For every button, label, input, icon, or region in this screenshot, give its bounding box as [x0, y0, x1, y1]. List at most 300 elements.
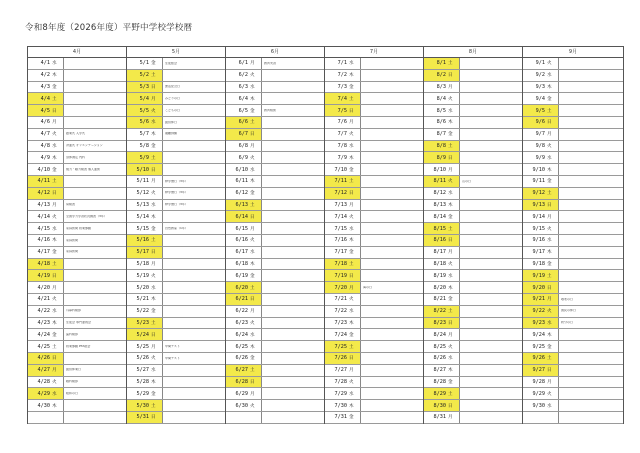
- date-cell: [424, 117, 460, 128]
- day-row: [424, 259, 522, 271]
- date-cell: [424, 58, 460, 69]
- date-label: 6/21: [235, 296, 248, 303]
- day-row: [28, 70, 126, 82]
- day-row: [424, 400, 522, 412]
- date-label: 6/18: [235, 260, 248, 267]
- day-row: [28, 105, 126, 117]
- weekday-label: 金: [250, 356, 255, 362]
- month-column: [523, 47, 624, 424]
- day-row: [226, 388, 324, 400]
- weekday-label: 火: [250, 155, 255, 161]
- weekday-label: 木: [448, 368, 453, 374]
- date-cell: [226, 400, 262, 411]
- date-cell: [523, 129, 559, 140]
- weekday-label: 土: [52, 96, 57, 102]
- date-label: 6/4: [238, 95, 248, 102]
- day-row: [424, 176, 522, 188]
- day-row: [127, 341, 225, 353]
- day-row: [523, 93, 623, 105]
- weekday-label: 土: [52, 344, 57, 350]
- event-text: 生徒会 専門委員会: [66, 321, 91, 325]
- day-row: [523, 200, 623, 212]
- weekday-label: 火: [547, 226, 552, 232]
- weekday-label: 月: [448, 167, 453, 173]
- date-cell: [226, 105, 262, 116]
- date-cell: [28, 188, 64, 199]
- day-row: [424, 211, 522, 223]
- date-cell: [28, 294, 64, 305]
- event-text: こどもの日: [165, 108, 181, 112]
- date-cell: [226, 306, 262, 317]
- date-cell: [325, 188, 361, 199]
- date-cell: [127, 318, 163, 329]
- weekday-label: 月: [250, 143, 255, 149]
- weekday-label: 木: [547, 332, 552, 338]
- date-cell: [28, 388, 64, 399]
- day-row: [28, 318, 126, 330]
- date-label: 5/23: [136, 319, 149, 326]
- day-row: [325, 259, 423, 271]
- day-row: [523, 365, 623, 377]
- date-label: 4/23: [37, 319, 50, 326]
- date-cell: [424, 259, 460, 270]
- date-cell: [325, 259, 361, 270]
- day-row: [523, 412, 623, 424]
- weekday-label: 日: [151, 167, 156, 173]
- date-cell: [424, 223, 460, 234]
- date-cell: [325, 117, 361, 128]
- date-cell: [325, 129, 361, 140]
- day-row: [127, 70, 225, 82]
- date-cell: [28, 58, 64, 69]
- day-row: [325, 341, 423, 353]
- date-cell: [424, 141, 460, 152]
- date-cell: [523, 117, 559, 128]
- weekday-label: 木: [250, 261, 255, 267]
- weekday-label: 日: [151, 84, 156, 90]
- weekday-label: 水: [349, 143, 354, 149]
- date-label: 7/7: [337, 131, 347, 138]
- weekday-label: 火: [349, 297, 354, 303]
- weekday-label: 月: [448, 84, 453, 90]
- date-cell: [424, 377, 460, 388]
- date-cell: [226, 129, 262, 140]
- day-row: [127, 117, 225, 129]
- date-cell: [424, 235, 460, 246]
- day-row: [523, 235, 623, 247]
- date-cell: [127, 247, 163, 258]
- date-label: 5/26: [136, 355, 149, 362]
- event-text: 振替休日: [165, 120, 178, 124]
- month-header: 6月: [226, 47, 324, 58]
- weekday-label: 金: [448, 379, 453, 385]
- date-cell: [325, 164, 361, 175]
- date-label: 5/13: [136, 201, 149, 208]
- date-label: 7/17: [334, 249, 347, 256]
- day-row: [226, 329, 324, 341]
- day-row: [325, 247, 423, 259]
- date-cell: [28, 93, 64, 104]
- weekday-label: 木: [52, 403, 57, 409]
- date-label: 4/17: [37, 249, 50, 256]
- date-label: 6/8: [238, 142, 248, 149]
- date-cell: [28, 70, 64, 81]
- date-label: 7/16: [334, 237, 347, 244]
- month-header: 4月: [28, 47, 126, 58]
- day-row: [127, 294, 225, 306]
- date-cell: [523, 58, 559, 69]
- weekday-label: 火: [547, 143, 552, 149]
- day-row: [226, 294, 324, 306]
- weekday-label: 火: [349, 214, 354, 220]
- date-cell: [523, 329, 559, 340]
- weekday-label: 水: [250, 250, 255, 256]
- weekday-label: 火: [547, 61, 552, 67]
- date-cell: [523, 259, 559, 270]
- date-cell: [28, 223, 64, 234]
- weekday-label: 金: [250, 273, 255, 279]
- date-label: 7/26: [334, 355, 347, 362]
- date-label: 9/18: [532, 260, 545, 267]
- day-row: [226, 117, 324, 129]
- weekday-label: 水: [448, 356, 453, 362]
- date-cell: [28, 365, 64, 376]
- day-row: [28, 329, 126, 341]
- weekday-label: 日: [349, 356, 354, 362]
- weekday-label: 木: [52, 238, 57, 244]
- weekday-label: 土: [448, 391, 453, 397]
- weekday-label: 金: [547, 179, 552, 185]
- date-label: 8/2: [436, 72, 446, 79]
- weekday-label: 月: [250, 391, 255, 397]
- date-cell: [226, 294, 262, 305]
- day-row: [424, 117, 522, 129]
- date-cell: [523, 247, 559, 258]
- event-text: 授業参観 PTA総会: [66, 344, 91, 348]
- date-cell: [28, 282, 64, 293]
- day-row: [28, 306, 126, 318]
- date-cell: [226, 388, 262, 399]
- date-cell: [127, 105, 163, 116]
- date-label: 9/19: [532, 272, 545, 279]
- date-label: 7/2: [337, 72, 347, 79]
- date-label: 4/28: [37, 378, 50, 385]
- date-cell: [523, 270, 559, 281]
- weekday-label: 日: [52, 191, 57, 197]
- date-cell: [523, 353, 559, 364]
- weekday-label: 日: [250, 379, 255, 385]
- day-row: [28, 58, 126, 70]
- date-cell: [127, 152, 163, 163]
- date-label: 9/30: [532, 402, 545, 409]
- date-label: 8/21: [433, 296, 446, 303]
- date-label: 5/24: [136, 331, 149, 338]
- day-row: [424, 412, 522, 424]
- event-text: 家庭訪問: [66, 250, 79, 254]
- weekday-label: 月: [151, 96, 156, 102]
- day-row: [127, 129, 225, 141]
- date-cell: [325, 176, 361, 187]
- weekday-label: 火: [448, 261, 453, 267]
- date-label: 6/16: [235, 237, 248, 244]
- day-row: [424, 318, 522, 330]
- date-cell: [325, 247, 361, 258]
- date-label: 6/15: [235, 225, 248, 232]
- date-cell: [325, 341, 361, 352]
- day-row: [424, 270, 522, 282]
- weekday-label: 木: [52, 73, 57, 79]
- date-cell: [424, 388, 460, 399]
- date-label: 5/3: [139, 83, 149, 90]
- day-row: [28, 282, 126, 294]
- date-cell: [127, 365, 163, 376]
- date-cell: [127, 259, 163, 270]
- weekday-label: 水: [349, 309, 354, 315]
- day-row: [226, 176, 324, 188]
- date-label: 8/27: [433, 367, 446, 374]
- date-cell: [28, 176, 64, 187]
- date-label: 7/15: [334, 225, 347, 232]
- date-label: 9/8: [535, 142, 545, 149]
- date-label: 5/9: [139, 154, 149, 161]
- date-label: 7/11: [334, 178, 347, 185]
- date-cell: [424, 188, 460, 199]
- date-cell: [226, 318, 262, 329]
- date-cell: [424, 211, 460, 222]
- date-cell: [424, 318, 460, 329]
- day-row: [127, 306, 225, 318]
- date-cell: [523, 70, 559, 81]
- date-cell: [424, 152, 460, 163]
- date-label: 7/23: [334, 319, 347, 326]
- day-row: [523, 400, 623, 412]
- date-label: 8/3: [436, 83, 446, 90]
- weekday-label: 水: [547, 238, 552, 244]
- date-cell: [325, 318, 361, 329]
- day-row: [523, 105, 623, 117]
- date-label: 9/14: [532, 213, 545, 220]
- weekday-label: 土: [349, 179, 354, 185]
- date-label: 4/6: [40, 119, 50, 126]
- date-cell: [28, 400, 64, 411]
- weekday-label: 日: [448, 403, 453, 409]
- day-row: [226, 306, 324, 318]
- day-row: [523, 141, 623, 153]
- weekday-label: 月: [349, 285, 354, 291]
- day-row: [226, 341, 324, 353]
- day-row: [226, 188, 324, 200]
- date-label: 6/17: [235, 249, 248, 256]
- day-row: [226, 270, 324, 282]
- day-row: [28, 259, 126, 271]
- day-row: [523, 318, 623, 330]
- weekday-label: 金: [448, 297, 453, 303]
- date-label: 8/29: [433, 390, 446, 397]
- month-column: [325, 47, 424, 424]
- weekday-label: 金: [151, 391, 156, 397]
- day-row: [325, 412, 423, 424]
- weekday-label: 水: [250, 332, 255, 338]
- date-label: 8/11: [433, 178, 446, 185]
- date-label: 9/21: [532, 296, 545, 303]
- weekday-label: 金: [349, 332, 354, 338]
- day-row: [127, 282, 225, 294]
- day-row: [523, 82, 623, 94]
- weekday-label: 木: [448, 285, 453, 291]
- date-cell: [523, 282, 559, 293]
- day-row: [523, 353, 623, 365]
- weekday-label: 月: [448, 415, 453, 421]
- date-label: 8/10: [433, 166, 446, 173]
- date-label: 6/23: [235, 319, 248, 326]
- day-row: [523, 259, 623, 271]
- weekday-label: 水: [151, 368, 156, 374]
- day-row: [127, 82, 225, 94]
- weekday-label: 水: [448, 108, 453, 114]
- date-label: 6/24: [235, 331, 248, 338]
- weekday-label: 火: [151, 356, 156, 362]
- weekday-label: 金: [52, 250, 57, 256]
- date-cell: [523, 365, 559, 376]
- date-label: 4/30: [37, 402, 50, 409]
- event-text: 歯科検診: [66, 333, 79, 337]
- date-cell: [325, 270, 361, 281]
- weekday-label: 木: [151, 214, 156, 220]
- event-text: 山の日: [462, 179, 472, 183]
- weekday-label: 金: [547, 261, 552, 267]
- weekday-label: 水: [151, 285, 156, 291]
- date-cell: [127, 306, 163, 317]
- date-label: 8/5: [436, 107, 446, 114]
- day-row: [424, 329, 522, 341]
- day-row: [226, 58, 324, 70]
- date-cell: [28, 329, 64, 340]
- date-cell: [424, 400, 460, 411]
- weekday-label: 火: [448, 344, 453, 350]
- day-row: [424, 247, 522, 259]
- date-label: 7/31: [334, 414, 347, 421]
- date-label: 4/9: [40, 154, 50, 161]
- day-row: [28, 235, 126, 247]
- date-label: 9/12: [532, 190, 545, 197]
- day-row: [424, 58, 522, 70]
- weekday-label: 木: [547, 84, 552, 90]
- weekday-label: 木: [250, 96, 255, 102]
- event-text: 視力・聴力検査 個人面談: [66, 167, 100, 171]
- day-row: [226, 129, 324, 141]
- date-label: 5/22: [136, 308, 149, 315]
- weekday-label: 水: [151, 120, 156, 126]
- date-label: 5/5: [139, 107, 149, 114]
- date-cell: [523, 400, 559, 411]
- day-row: [424, 93, 522, 105]
- day-row: [28, 141, 126, 153]
- date-cell: [325, 105, 361, 116]
- weekday-label: 土: [151, 320, 156, 326]
- date-cell: [424, 176, 460, 187]
- weekday-label: 日: [250, 132, 255, 138]
- weekday-label: 月: [52, 285, 57, 291]
- date-cell: [523, 377, 559, 388]
- event-text: 憲法記念日: [165, 85, 181, 89]
- event-text: 敬老の日: [561, 297, 574, 301]
- day-row: [325, 400, 423, 412]
- date-label: 9/2: [535, 72, 545, 79]
- event-text: 修学旅行（3年）: [165, 203, 188, 207]
- weekday-label: 火: [250, 73, 255, 79]
- month-header: 8月: [424, 47, 522, 58]
- weekday-label: 木: [349, 320, 354, 326]
- date-cell: [523, 318, 559, 329]
- weekday-label: 土: [250, 368, 255, 374]
- date-label: 6/1: [238, 60, 248, 67]
- day-row: [325, 318, 423, 330]
- month-column: [226, 47, 325, 424]
- day-row: [127, 365, 225, 377]
- date-cell: [28, 318, 64, 329]
- weekday-label: 水: [349, 226, 354, 232]
- day-row: [28, 211, 126, 223]
- date-cell: [28, 152, 64, 163]
- month-header: 9月: [523, 47, 623, 58]
- date-label: 9/28: [532, 378, 545, 385]
- day-row: [523, 294, 623, 306]
- date-cell: [424, 412, 460, 423]
- day-row: [127, 223, 225, 235]
- date-label: 9/22: [532, 308, 545, 315]
- date-label: 7/13: [334, 201, 347, 208]
- date-label: 8/19: [433, 272, 446, 279]
- date-label: 4/26: [37, 355, 50, 362]
- date-cell: [226, 259, 262, 270]
- weekday-label: 水: [547, 320, 552, 326]
- date-cell: [523, 164, 559, 175]
- date-cell: [325, 294, 361, 305]
- weekday-label: 月: [250, 61, 255, 67]
- event-text: 避難訓練: [165, 132, 178, 136]
- day-row: [28, 82, 126, 94]
- date-cell: [28, 117, 64, 128]
- weekday-label: 金: [250, 191, 255, 197]
- event-text: 修学旅行（3年）: [165, 179, 188, 183]
- date-cell: [523, 93, 559, 104]
- event-text: 海の日: [363, 285, 373, 289]
- weekday-label: 土: [448, 61, 453, 67]
- day-row: [127, 318, 225, 330]
- date-label: 4/13: [37, 201, 50, 208]
- date-cell: [127, 353, 163, 364]
- date-cell: [325, 353, 361, 364]
- weekday-label: 金: [547, 344, 552, 350]
- event-text: 自然教室（1年）: [165, 226, 188, 230]
- weekday-label: 木: [250, 179, 255, 185]
- weekday-label: 土: [151, 238, 156, 244]
- date-cell: [127, 329, 163, 340]
- date-label: 9/26: [532, 355, 545, 362]
- date-cell: [28, 141, 64, 152]
- date-cell: [523, 211, 559, 222]
- date-cell: [325, 70, 361, 81]
- date-label: 8/28: [433, 378, 446, 385]
- date-label: 5/2: [139, 72, 149, 79]
- event-text: 中間テスト: [165, 356, 180, 360]
- event-text: 生徒総会: [165, 61, 178, 65]
- weekday-label: 火: [250, 403, 255, 409]
- weekday-label: 月: [547, 297, 552, 303]
- day-row: [325, 176, 423, 188]
- weekday-label: 月: [151, 179, 156, 185]
- weekday-label: 金: [151, 226, 156, 232]
